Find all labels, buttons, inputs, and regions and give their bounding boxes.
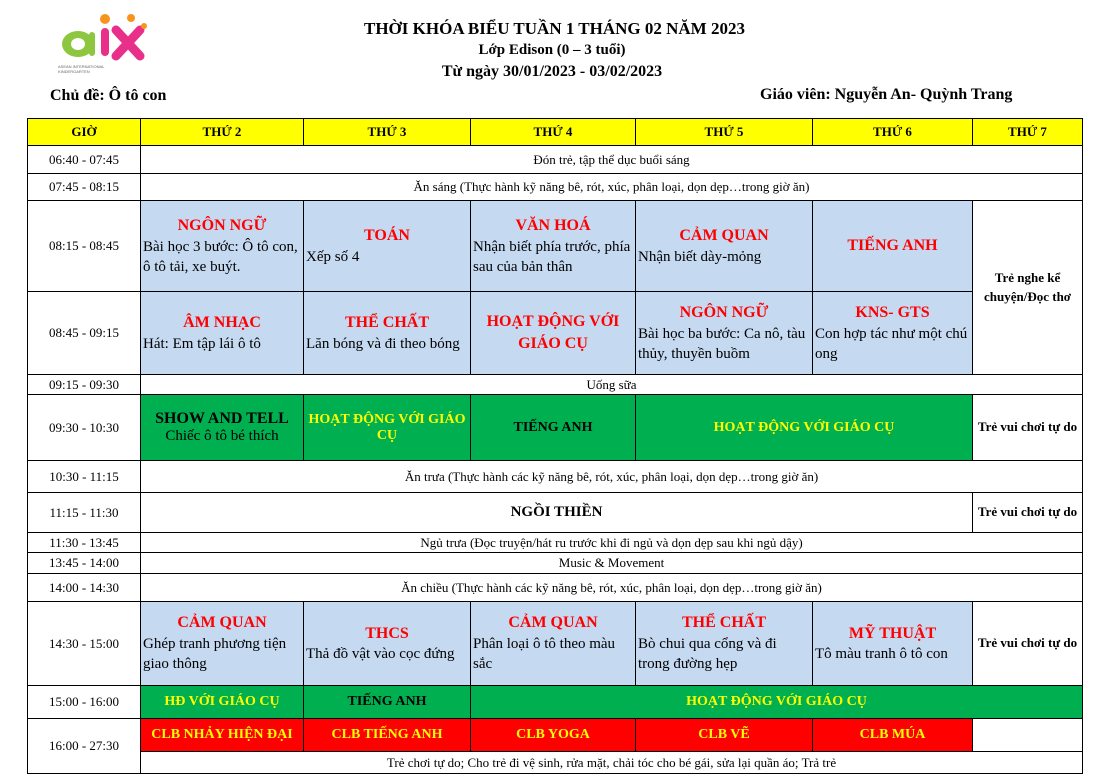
table-row	[28, 493, 1083, 533]
saturday-cell: Trẻ vui chơi tự do	[973, 493, 1083, 533]
col-wed: THỨ 4	[471, 119, 636, 146]
table-row	[28, 201, 1083, 292]
lesson-cell	[471, 602, 636, 686]
col-fri: THỨ 6	[813, 119, 973, 146]
table-row	[28, 602, 1083, 686]
class-name: Lớp Edison (0 – 3 tuổi)	[478, 42, 626, 58]
lesson-subject: THỂ CHẤT	[344, 314, 429, 332]
activity-cell: HOẠT ĐỘNG VỚI GIÁO CỤ	[636, 395, 973, 461]
activity-subtitle: Chiếc ô tô bé thích	[165, 428, 279, 444]
club-cell: CLB NHẢY HIỆN ĐẠI	[141, 719, 304, 752]
lesson-detail: Hát: Em tập lái ô tô	[143, 335, 261, 352]
lesson-cell	[141, 201, 304, 292]
activity-cell: TIẾNG ANH	[471, 395, 636, 461]
lesson-detail: Thả đồ vật vào cọc đứng	[306, 646, 455, 663]
lesson-cell	[813, 292, 973, 375]
table-row	[28, 574, 1083, 602]
table-row	[28, 752, 1083, 774]
lesson-detail: Nhận biết phía trước, phía sau của bản thân	[473, 238, 631, 275]
lesson-cell	[636, 602, 813, 686]
activity-cell: TIẾNG ANH	[304, 686, 471, 719]
activity-cell: NGỒI THIỀN	[141, 493, 973, 533]
time-cell: 10:30 - 11:15	[28, 461, 141, 493]
time-cell: 09:15 - 09:30	[28, 375, 141, 395]
table-row	[28, 719, 1083, 752]
lesson-subject: CẢM QUAN	[177, 614, 267, 632]
lesson-detail: Phân loại ô tô theo màu sắc	[473, 636, 616, 673]
lesson-subject: ÂM NHẠC	[183, 314, 261, 332]
activity-cell: HOẠT ĐỘNG VỚI GIÁO CỤ	[304, 395, 471, 461]
logo-caption: ASEAN INTERNATIONAL KINDERGARTEN	[58, 64, 105, 74]
table-row	[28, 395, 1083, 461]
activity-cell: Music & Movement	[141, 553, 1083, 574]
activity-cell	[141, 395, 304, 461]
club-cell: CLB VẼ	[636, 719, 813, 752]
time-cell: 09:30 - 10:30	[28, 395, 141, 461]
time-cell: 11:30 - 13:45	[28, 533, 141, 553]
activity-cell: Đón trẻ, tập thể dục buổi sáng	[141, 146, 1083, 174]
lesson-detail: Ghép tranh phương tiện giao thông	[143, 636, 287, 673]
col-tue: THỨ 3	[304, 119, 471, 146]
club-cell: CLB MÚA	[813, 719, 973, 752]
time-cell: 08:45 - 09:15	[28, 292, 141, 375]
lesson-cell	[141, 602, 304, 686]
lesson-cell	[471, 292, 636, 375]
lesson-cell	[636, 201, 813, 292]
lesson-subject: CẢM QUAN	[508, 614, 598, 632]
activity-cell: Ăn trưa (Thực hành các kỹ năng bê, rót, xúc, phân loại, dọn dẹp…trong giờ ăn)	[141, 461, 1083, 493]
lesson-cell	[304, 602, 471, 686]
col-mon: THỨ 2	[141, 119, 304, 146]
time-cell: 16:00 - 27:30	[28, 719, 141, 774]
table-row	[28, 686, 1083, 719]
time-cell: 14:00 - 14:30	[28, 574, 141, 602]
club-cell: CLB YOGA	[471, 719, 636, 752]
timetable	[27, 118, 1083, 774]
lesson-cell	[471, 201, 636, 292]
saturday-cell: Trẻ nghe kể chuyện/Đọc thơ	[973, 201, 1083, 375]
table-row	[28, 375, 1083, 395]
lesson-subject: CẢM QUAN	[679, 227, 769, 245]
lesson-detail: Nhận biết dày-mỏng	[638, 248, 762, 265]
activity-cell: Uống sữa	[141, 375, 1083, 395]
lesson-subject: TOÁN	[364, 227, 410, 245]
lesson-subject: MỸ THUẬT	[848, 624, 937, 642]
time-cell: 07:45 - 08:15	[28, 174, 141, 201]
activity-cell: HĐ VỚI GIÁO CỤ	[141, 686, 304, 719]
table-row	[28, 533, 1083, 553]
activity-cell: HOẠT ĐỘNG VỚI GIÁO CỤ	[471, 686, 1083, 719]
saturday-cell: Trẻ vui chơi tự do	[973, 395, 1083, 461]
table-row	[28, 174, 1083, 201]
header-row	[28, 119, 1083, 146]
saturday-cell: Trẻ vui chơi tự do	[973, 602, 1083, 686]
lesson-subject: THỂ CHẤT	[681, 614, 766, 632]
lesson-subject: THCS	[365, 624, 409, 642]
lesson-subject: HOẠT ĐỘNG VỚI GIÁO CỤ	[486, 313, 620, 352]
lesson-detail: Bài học ba bước: Ca nô, tàu thủy, thuyền buồm	[638, 325, 806, 362]
date-range: Từ ngày 30/01/2023 - 03/02/2023	[441, 63, 663, 80]
lesson-subject: TIẾNG ANH	[847, 237, 938, 255]
time-cell: 06:40 - 07:45	[28, 146, 141, 174]
activity-cell: Ăn sáng (Thực hành kỹ năng bê, rót, xúc, phân loại, dọn dẹp…trong giờ ăn)	[141, 174, 1083, 201]
table-row	[28, 146, 1083, 174]
lesson-cell	[304, 201, 471, 292]
topic: Chủ đề: Ô tô con	[50, 87, 167, 104]
lesson-cell	[813, 602, 973, 686]
col-sat: THỨ 7	[973, 119, 1083, 146]
time-cell: 14:30 - 15:00	[28, 602, 141, 686]
lesson-subject: NGÔN NGỮ	[177, 216, 267, 234]
lesson-cell	[813, 201, 973, 292]
empty-cell	[973, 719, 1083, 752]
table-row	[28, 292, 1083, 375]
col-thu: THỨ 5	[636, 119, 813, 146]
lesson-detail: Xếp số 4	[306, 248, 360, 265]
col-time: GIỜ	[28, 119, 141, 146]
lesson-cell	[304, 292, 471, 375]
lesson-detail: Bò chui qua cổng và đi trong đường hẹp	[638, 636, 777, 673]
teacher: Giáo viên: Nguyễn An- Quỳnh Trang	[760, 86, 1013, 103]
activity-cell: Ăn chiều (Thực hành các kỹ năng bê, rót, xúc, phân loại, dọn dẹp…trong giờ ăn)	[141, 574, 1083, 602]
activity-title: SHOW AND TELL	[155, 410, 289, 427]
lesson-cell	[636, 292, 813, 375]
lesson-detail: Tô màu tranh ô tô con	[815, 646, 948, 663]
time-cell: 15:00 - 16:00	[28, 686, 141, 719]
time-cell: 11:15 - 11:30	[28, 493, 141, 533]
lesson-subject: KNS- GTS	[855, 303, 930, 321]
lesson-subject: NGÔN NGỮ	[679, 303, 769, 321]
lesson-cell	[141, 292, 304, 375]
time-cell: 08:15 - 08:45	[28, 201, 141, 292]
table-row	[28, 553, 1083, 574]
lesson-detail: Con hợp tác như một chú ong	[815, 325, 968, 362]
lesson-detail: Bài học 3 bước: Ô tô con, ô tô tải, xe buýt.	[143, 238, 298, 275]
club-cell: CLB TIẾNG ANH	[304, 719, 471, 752]
page-title: THỜI KHÓA BIỂU TUẦN 1 THÁNG 02 NĂM 2023	[364, 19, 745, 38]
activity-cell: Ngủ trưa (Đọc truyện/hát ru trước khi đi ngủ và dọn dẹp sau khi ngủ dậy)	[141, 533, 1083, 553]
table-row	[28, 461, 1083, 493]
lesson-subject: VĂN HOÁ	[515, 216, 591, 234]
activity-cell: Trẻ chơi tự do; Cho trẻ đi vệ sinh, rửa mặt, chải tóc cho bé gái, sửa lại quần áo; Trả trẻ	[141, 752, 1083, 774]
lesson-detail: Lăn bóng và đi theo bóng	[306, 335, 460, 352]
time-cell: 13:45 - 14:00	[28, 553, 141, 574]
